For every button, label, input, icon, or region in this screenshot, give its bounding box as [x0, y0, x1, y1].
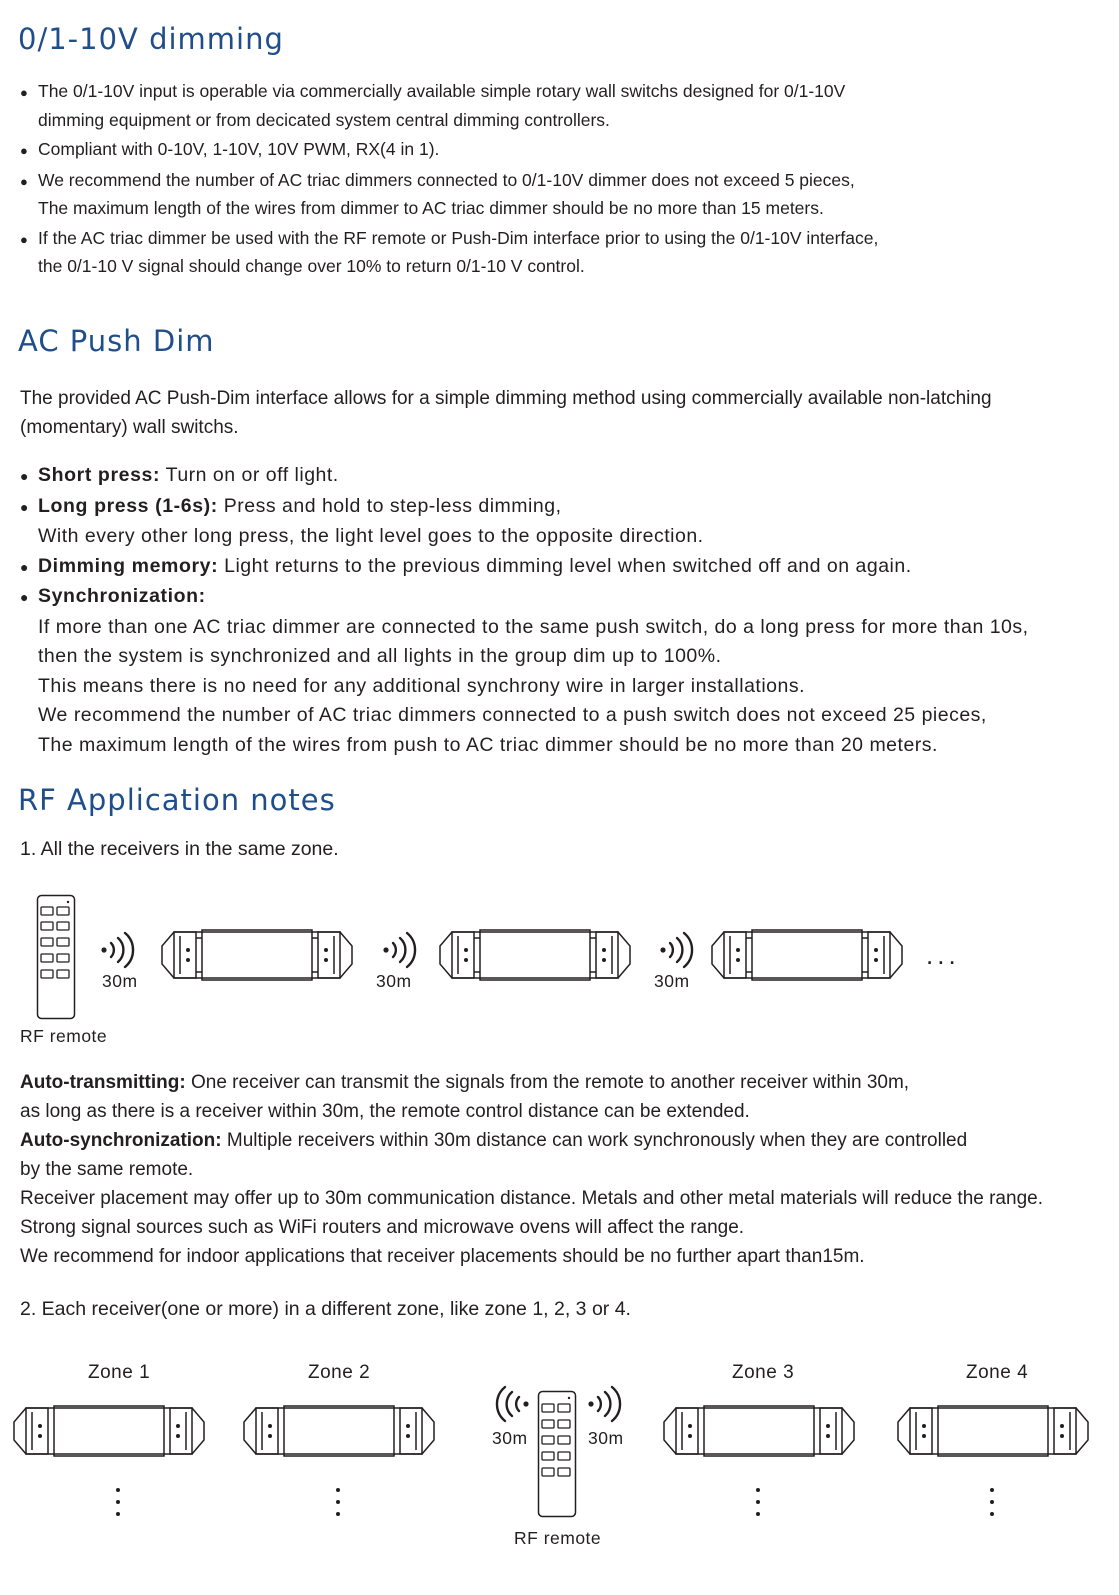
- more-devices-vertical-ellipsis: [336, 1488, 342, 1524]
- bullet-dot: ●: [20, 173, 28, 189]
- intro-line: The provided AC Push-Dim interface allows for a simple dimming method using commercially available non-latching: [20, 388, 992, 409]
- rf-paragraph-line: [20, 1097, 1043, 1126]
- bullet-dot: ●: [20, 143, 28, 158]
- zone-label: Zone 2: [308, 1362, 371, 1383]
- item-text: Turn on or off light.: [165, 464, 339, 486]
- bullet-line: [20, 253, 878, 281]
- bullet-line: [20, 195, 878, 223]
- paragraph-text: by the same remote.: [20, 1159, 194, 1180]
- distance-label: 30m: [654, 971, 690, 991]
- item-text-line: This means there is no need for any additional synchrony wire in larger installations.: [38, 674, 806, 697]
- rf-receiver-device-icon: [160, 928, 354, 982]
- rf-paragraph-line: [20, 1126, 1043, 1155]
- intro-line: (momentary) wall switchs.: [20, 417, 239, 438]
- distance-label: 30m: [588, 1428, 624, 1448]
- zone-label: Zone 1: [88, 1362, 151, 1383]
- bullet-text: The maximum length of the wires from dimmer to AC triac dimmer should be no more than 15 meters.: [38, 198, 824, 218]
- rf-receiver-device-icon: [438, 928, 632, 982]
- rf-receiver-device-icon: [894, 1404, 1092, 1458]
- bullet-dot: ●: [20, 468, 29, 484]
- signal-waves-icon: [383, 932, 415, 968]
- item-text-line: If more than one AC triac dimmer are connected to the same push switch, do a long press for more than 10s,: [38, 615, 1029, 638]
- item-label: Short press:: [38, 464, 161, 486]
- more-devices-vertical-ellipsis: [116, 1488, 122, 1524]
- item-text-line: then the system is synchronized and all lights in the group dim up to 100%.: [38, 645, 722, 667]
- item-text-line: We recommend the number of AC triac dimmers connected to a push switch does not exceed 25 pieces,: [38, 704, 987, 726]
- bullet-text: The 0/1-10V input is operable via commercially available simple rotary wall switchs designed for 0/1-10V: [38, 81, 846, 101]
- item-label: Long press (1-6s):: [38, 494, 218, 517]
- rf-remote-label: RF remote: [20, 1026, 108, 1046]
- rf-remote-icon: [537, 1390, 577, 1518]
- item-text: Press and hold to step-less dimming,: [223, 494, 562, 517]
- item-label: Synchronization:: [38, 585, 206, 607]
- paragraph-text: Multiple receivers within 30m distance can work synchronously when they are controlled: [221, 1130, 968, 1151]
- push-dim-intro: [20, 384, 992, 442]
- distance-label: 30m: [102, 971, 138, 991]
- rf-paragraph-line: [20, 1068, 1043, 1097]
- section-title-0-10v: 0/1-10V dimming: [18, 22, 284, 56]
- zone-label: Zone 3: [732, 1362, 795, 1383]
- more-devices-ellipsis: ...: [926, 940, 960, 970]
- bullet-line: [20, 136, 878, 165]
- more-devices-vertical-ellipsis: [990, 1488, 996, 1524]
- rf-receiver-device-icon: [660, 1404, 858, 1458]
- push-dim-item: [20, 582, 1029, 613]
- signal-waves-left-icon: [497, 1386, 529, 1422]
- signal-waves-right-icon: [588, 1386, 620, 1422]
- item-text-line: With every other long press, the light level goes to the opposite direction.: [38, 525, 704, 547]
- bullet-line: [20, 225, 878, 254]
- push-dim-item: [20, 552, 1029, 583]
- rf-remote-label: RF remote: [514, 1528, 602, 1548]
- paragraph-text: We recommend for indoor applications that receiver placements should be no further apart than15m.: [20, 1246, 865, 1267]
- rf-notes-paragraphs: [20, 1068, 1043, 1271]
- rf-paragraph-line: [20, 1213, 1043, 1242]
- bullet-text: If the AC triac dimmer be used with the RF remote or Push-Dim interface prior to using the 0/1-10V interface,: [38, 227, 879, 248]
- rf-note-different-zones: 2. Each receiver(one or more) in a different zone, like zone 1, 2, 3 or 4.: [20, 1298, 631, 1320]
- bullet-dot: ●: [20, 558, 29, 575]
- rf-paragraph-line: [20, 1184, 1043, 1213]
- rf-receiver-device-icon: [240, 1404, 438, 1458]
- bullet-text: Compliant with 0-10V, 1-10V, 10V PWM, RX(4 in 1).: [38, 139, 440, 159]
- rf-receiver-device-icon: [10, 1404, 208, 1458]
- bullet-text: the 0/1-10 V signal should change over 10% to return 0/1-10 V control.: [38, 256, 585, 276]
- bullet-line: [20, 107, 878, 135]
- push-dim-item: [20, 461, 1029, 492]
- section-title-rf-notes: RF Application notes: [18, 783, 336, 817]
- bullet-dot: ●: [20, 231, 28, 247]
- paragraph-text: as long as there is a receiver within 30m, the remote control distance can be extended.: [20, 1101, 750, 1122]
- push-dim-item: [20, 492, 1029, 523]
- section-0-10v-bullets: [20, 78, 878, 281]
- paragraph-label: Auto-transmitting:: [20, 1072, 186, 1093]
- bullet-line: [20, 78, 878, 107]
- item-text: Light returns to the previous dimming level when switched off and on again.: [224, 554, 912, 577]
- zone-label: Zone 4: [966, 1362, 1029, 1383]
- paragraph-text: Receiver placement may offer up to 30m communication distance. Metals and other metal materials will reduce the range.: [20, 1188, 1043, 1209]
- section-title-push-dim: AC Push Dim: [18, 324, 215, 358]
- push-dim-items: [20, 461, 1029, 760]
- more-devices-vertical-ellipsis: [756, 1488, 762, 1524]
- distance-label: 30m: [492, 1428, 528, 1448]
- bullet-text: dimming equipment or from decicated system central dimming controllers.: [38, 109, 610, 130]
- bullet-dot: ●: [20, 498, 29, 515]
- rf-receiver-device-icon: [710, 928, 904, 982]
- rf-paragraph-line: [20, 1155, 1043, 1184]
- rf-remote-icon: [36, 894, 76, 1020]
- bullet-line: [20, 167, 878, 196]
- paragraph-text: Strong signal sources such as WiFi routers and microwave ovens will affect the range.: [20, 1217, 745, 1238]
- signal-waves-icon: [660, 932, 692, 968]
- rf-paragraph-line: [20, 1242, 1043, 1271]
- bullet-text: We recommend the number of AC triac dimmers connected to 0/1-10V dimmer does not exceed 5 pieces,: [38, 169, 855, 190]
- distance-label: 30m: [376, 971, 412, 991]
- item-text-line: The maximum length of the wires from push to AC triac dimmer should be no more than 20 meters.: [38, 733, 938, 756]
- bullet-dot: ●: [20, 589, 29, 605]
- paragraph-label: Auto-synchronization:: [20, 1130, 222, 1151]
- bullet-dot: ●: [20, 85, 28, 100]
- rf-note-same-zone: 1. All the receivers in the same zone.: [20, 838, 339, 860]
- item-label: Dimming memory:: [38, 554, 219, 577]
- paragraph-text: One receiver can transmit the signals from the remote to another receiver within 30m,: [185, 1072, 910, 1093]
- signal-waves-icon: [101, 932, 133, 968]
